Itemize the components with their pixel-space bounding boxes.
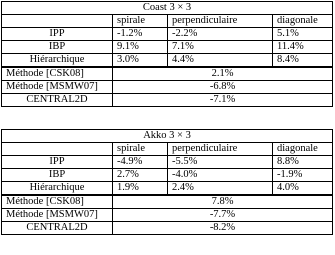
row-label: IBP [2, 41, 113, 54]
column-header-perpendiculaire: perpendiculaire [168, 15, 273, 28]
table-cell: 2.7% [113, 169, 168, 182]
method-row [2, 209, 333, 222]
empty-header-cell [2, 15, 113, 28]
table-cell: 4.4% [168, 54, 273, 68]
table-cell: -1.9% [273, 169, 333, 182]
table-cell: 8.4% [273, 54, 333, 68]
column-header-diagonale: diagonale [273, 143, 333, 156]
row-label: IPP [2, 156, 113, 169]
table-title: Coast 3 × 3 [2, 2, 333, 15]
method-label: CENTRAL2D [2, 222, 113, 235]
table-cell: 5.1% [273, 28, 333, 41]
method-row [2, 195, 333, 209]
method-label: CENTRAL2D [2, 94, 113, 107]
table-cell: -5.5% [168, 156, 273, 169]
row-label: Hiérarchique [2, 182, 113, 196]
table-cell: 9.1% [113, 41, 168, 54]
row-label: IBP [2, 169, 113, 182]
coast-results-table [1, 1, 333, 107]
table-cell: 11.4% [273, 41, 333, 54]
column-header-row [2, 15, 333, 28]
method-label: Méthode [MSMW07] [2, 209, 113, 222]
column-header-spirale: spirale [113, 143, 168, 156]
table-cell: 8.8% [273, 156, 333, 169]
table-row [2, 156, 333, 169]
method-label: Méthode [MSMW07] [2, 81, 113, 94]
table-title: Akko 3 × 3 [2, 130, 333, 143]
table-cell: -4.9% [113, 156, 168, 169]
method-value: -8.2% [113, 222, 333, 235]
akko-results-table [1, 129, 333, 235]
method-row [2, 222, 333, 235]
table-row [2, 54, 333, 68]
table-cell: 4.0% [273, 182, 333, 196]
column-header-diagonale: diagonale [273, 15, 333, 28]
table-title-row [2, 130, 333, 143]
table-row [2, 169, 333, 182]
row-label: IPP [2, 28, 113, 41]
table-cell: 7.1% [168, 41, 273, 54]
method-row [2, 67, 333, 81]
table-cell: -2.2% [168, 28, 273, 41]
column-header-spirale: spirale [113, 15, 168, 28]
table-cell: 3.0% [113, 54, 168, 68]
table-row [2, 182, 333, 196]
method-value: 7.8% [113, 195, 333, 209]
method-row [2, 81, 333, 94]
method-label: Méthode [CSK08] [2, 195, 113, 209]
method-value: -7.1% [113, 94, 333, 107]
row-label: Hiérarchique [2, 54, 113, 68]
empty-header-cell [2, 143, 113, 156]
table-title-row [2, 2, 333, 15]
method-row [2, 94, 333, 107]
table-cell: -4.0% [168, 169, 273, 182]
method-value: 2.1% [113, 67, 333, 81]
table-cell: 1.9% [113, 182, 168, 196]
table-row [2, 28, 333, 41]
column-header-perpendiculaire: perpendiculaire [168, 143, 273, 156]
table-row [2, 41, 333, 54]
table-cell: 2.4% [168, 182, 273, 196]
method-label: Méthode [CSK08] [2, 67, 113, 81]
method-value: -6.8% [113, 81, 333, 94]
column-header-row [2, 143, 333, 156]
method-value: -7.7% [113, 209, 333, 222]
table-cell: -1.2% [113, 28, 168, 41]
